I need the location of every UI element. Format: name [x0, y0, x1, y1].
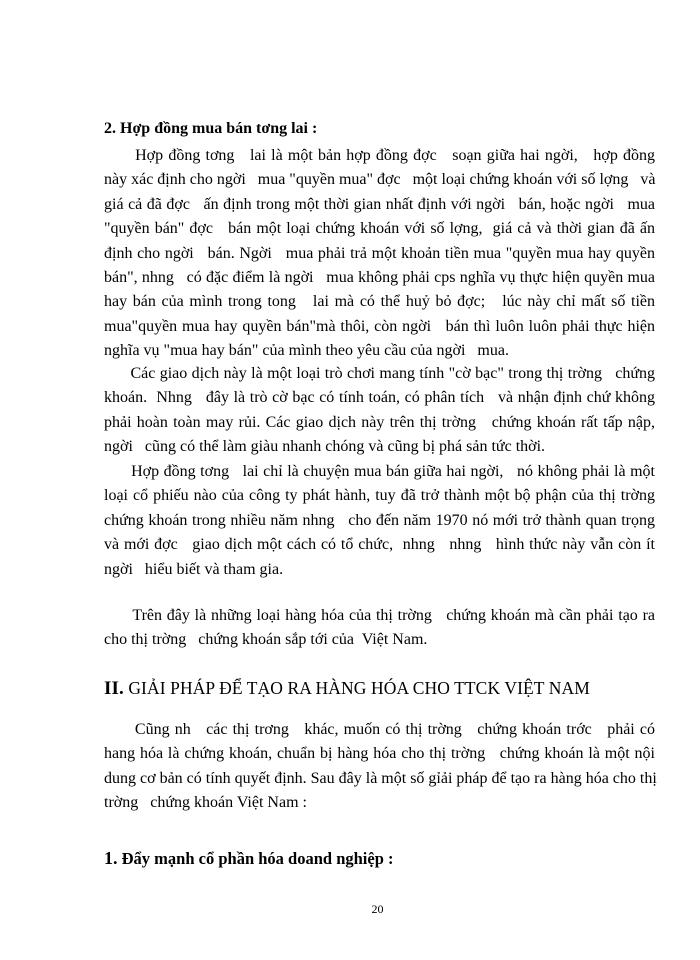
text-line: phải hoàn toàn may rủi. Các giao dịch này trên thị trờng chứng khoán rất tấp nập, — [104, 413, 655, 431]
paragraph-futures-history — [104, 460, 655, 582]
text-line: hay bán của mình trong tong lai mà có thể huỷ bỏ đợc; lúc này chỉ mất số tiền — [104, 293, 655, 311]
text-line: cho thị trờng chứng khoán sắp tới của Việt Nam. — [104, 631, 428, 649]
paragraph-futures-definition — [104, 144, 655, 364]
text-line: hang hóa là chứng khoán, chuẩn bị hàng hóa cho thị trờng chứng khoán là một nội — [104, 745, 655, 763]
page-number: 20 — [371, 902, 384, 916]
text-line: trờng chứng khoán Việt Nam : — [104, 794, 307, 812]
section-number: 1. — [104, 848, 118, 868]
paragraph-gambling-nature — [104, 362, 655, 460]
section-heading-1 — [104, 848, 394, 869]
paragraph-solutions-intro — [104, 718, 655, 816]
text-line: giá cả đã đợc ấn định trong một thời gian nhất định với ngời bán, hoặc ngời mua — [104, 195, 655, 213]
text-line: Cũng nh các thị trơng khác, muốn có thị trờng chứng khoán trớc phải có — [104, 721, 655, 738]
text-line: định cho ngời bán. Ngời mua phải trả một khoản tiền mua "quyền mua hay quyền — [104, 244, 655, 262]
text-line: khoán. Nhng đây là trò cờ bạc có tính toán, có phân tích và nhận định chứ không — [104, 389, 655, 407]
text-line: dung cơ bản có tính quyết định. Sau đây là một số gỉải pháp để tạo ra hàng hóa cho thị — [104, 769, 657, 787]
section-title: GIẢI PHÁP ĐỂ TẠO RA HÀNG HÓA CHO TTCK VIỆT NAM — [123, 678, 590, 698]
text-line: Hợp đồng tơng lai là một bản hợp đồng đợc soạn giữa hai ngời, hợp đồng — [104, 147, 655, 164]
text-line: chứng khoán trong nhiều năm nhng cho đến năm 1970 nó mới trở thành quan trọng — [104, 511, 655, 529]
text-line: Trên đây là những loại hàng hóa của thị trờng chứng khoán mà cần phải tạo ra — [104, 607, 655, 624]
text-line: và mới đợc giao dịch một cách có tổ chức, nhng nhng hình thức này vẫn còn ít — [104, 536, 655, 554]
text-line: bán", nhng có đặc điểm là ngời mua không phải cps nghĩa vụ thực hiện quyền mua — [104, 269, 655, 287]
text-line: này xác định cho ngời mua "quyền mua" đợc một loại chứng khoán với số lợng và — [104, 171, 656, 189]
text-line: loại cổ phiếu nào của công ty phát hành, tuy đã trở thành một bộ phận của thị trờng — [104, 487, 655, 505]
section-title: Đẩy mạnh cổ phần hóa doand nghiệp : — [117, 849, 394, 868]
text-line: ngời cũng có thể làm giàu nhanh chóng và cũng bị phá sản tức thời. — [104, 438, 546, 456]
section-heading-2: 2. Hợp đồng mua bán tơng lai : — [104, 120, 318, 137]
paragraph-summary — [104, 604, 655, 653]
text-line: mua"quyền mua hay quyền bán"mà thôi, còn ngời bán thì luôn luôn phải thực hiện — [104, 317, 655, 335]
text-line: "quyền bán" đợc bán một loại chứng khoán với số lợng, giá cả và thời gian đã ấn — [104, 220, 655, 238]
section-number: II. — [104, 678, 124, 699]
text-line: Hợp đồng tơng lai chỉ là chuyện mua bán giữa hai ngời, nó không phải là một — [104, 463, 655, 480]
section-heading-II — [104, 678, 590, 700]
text-line: ngời hiểu biết và tham gia. — [104, 560, 284, 578]
text-line: Các giao dịch này là một loại trò chơi mang tính "cờ bạc" trong thị trờng chứng — [104, 365, 655, 382]
text-line: nghĩa vụ "mua hay bán" của mình theo yêu cầu của ngời mua. — [104, 342, 509, 360]
